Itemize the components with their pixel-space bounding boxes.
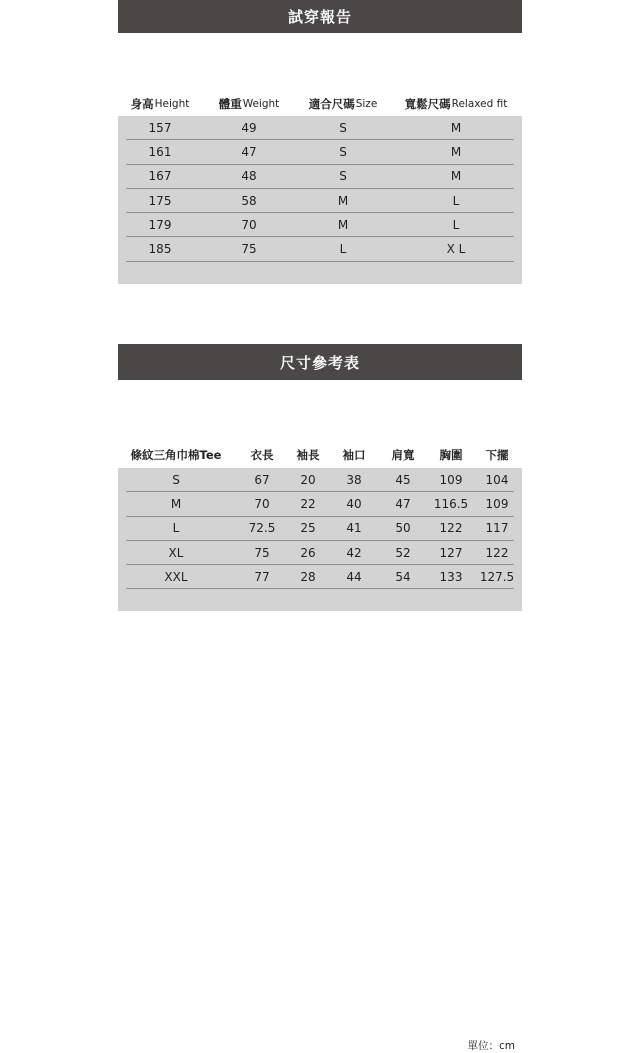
column-header-zh: 身高 — [130, 96, 154, 111]
table-cell: XL — [168, 545, 184, 560]
table-row — [126, 541, 514, 565]
table-row — [126, 468, 514, 492]
table-row — [126, 116, 514, 140]
trial-report-column-header — [293, 91, 393, 116]
table-cell: 122 — [485, 545, 509, 560]
table-cell: 75 — [254, 545, 270, 560]
table-cell: S — [339, 144, 347, 159]
trial-report-table — [118, 91, 522, 284]
table-cell: S — [172, 472, 180, 487]
size-chart-column-header: 條紋三角巾棉Tee — [130, 448, 222, 462]
table-cell: 38 — [346, 472, 362, 487]
table-cell: 70 — [254, 496, 270, 511]
table-cell: M — [170, 496, 182, 511]
table-row — [126, 492, 514, 516]
table-cell: 47 — [395, 496, 411, 511]
table-cell: 179 — [148, 217, 172, 232]
table-cell: 109 — [485, 496, 509, 511]
table-cell: 117 — [485, 521, 509, 536]
trial-report-column-header — [204, 91, 294, 116]
table-cell: 42 — [346, 545, 362, 560]
table-cell: 49 — [241, 120, 257, 135]
size-chart-table — [118, 442, 522, 1052]
table-cell: S — [339, 120, 347, 135]
table-cell: 122 — [439, 521, 463, 536]
trial-report-column-header — [118, 91, 202, 116]
table-cell: 77 — [254, 569, 270, 584]
table-cell: M — [450, 120, 462, 135]
table-row — [126, 165, 514, 189]
size-chart-column-header: 胸圍 — [439, 448, 463, 462]
table-cell: 26 — [300, 545, 316, 560]
column-header-en: Weight — [242, 97, 280, 110]
table-cell: 157 — [148, 120, 172, 135]
table-cell: 70 — [241, 217, 257, 232]
table-cell: M — [450, 144, 462, 159]
table-cell: 104 — [485, 472, 509, 487]
column-header-en: Size — [355, 97, 378, 110]
table-cell: 58 — [241, 193, 257, 208]
table-cell: 28 — [300, 569, 316, 584]
table-cell: 40 — [346, 496, 362, 511]
table-cell: M — [450, 169, 462, 184]
table-cell: 22 — [300, 496, 316, 511]
column-header-zh: 適合尺碼 — [308, 96, 355, 111]
table-cell: L — [452, 193, 460, 208]
size-chart-column-header: 袖長 — [296, 448, 320, 462]
trial-report-title: 試穿報告 — [287, 8, 352, 26]
table-cell: 20 — [300, 472, 316, 487]
table-cell: L — [172, 521, 180, 536]
table-cell: 67 — [254, 472, 270, 487]
trial-report-header-row — [118, 91, 522, 116]
table-cell: L — [339, 242, 347, 257]
table-cell: S — [339, 169, 347, 184]
table-cell: 75 — [241, 242, 257, 257]
table-row — [126, 238, 514, 262]
column-header-zh: 體重 — [218, 96, 242, 111]
table-cell: 185 — [148, 242, 172, 257]
table-row — [126, 140, 514, 164]
table-cell: 175 — [148, 193, 172, 208]
size-chart-banner — [118, 344, 522, 380]
trial-report-banner — [118, 0, 522, 33]
size-chart-unit: 單位：cm — [467, 1040, 515, 1052]
table-cell: 54 — [395, 569, 411, 584]
table-cell: 127 — [439, 545, 463, 560]
table-row — [126, 517, 514, 541]
table-cell: 47 — [241, 144, 257, 159]
size-chart-column-header: 衣長 — [250, 448, 274, 462]
table-cell: X L — [446, 242, 466, 257]
table-cell: XXL — [164, 569, 188, 584]
column-header-zh: 寬鬆尺碼 — [404, 96, 451, 111]
table-cell: 50 — [395, 521, 411, 536]
table-cell: 25 — [300, 521, 316, 536]
table-cell: 45 — [395, 472, 411, 487]
size-chart-column-header: 肩寬 — [391, 448, 415, 462]
table-row — [126, 213, 514, 237]
table-cell: 109 — [439, 472, 463, 487]
table-cell: M — [337, 193, 349, 208]
table-cell: M — [337, 217, 349, 232]
column-header-en: Relaxed fit — [451, 97, 508, 110]
table-cell: 72.5 — [248, 521, 276, 536]
size-chart-header-row — [118, 442, 522, 468]
table-cell: 127.5 — [479, 569, 515, 584]
size-chart-column-header: 袖口 — [342, 448, 366, 462]
column-header-en: Height — [154, 97, 190, 110]
table-cell: 167 — [148, 169, 172, 184]
size-chart-column-header: 下擺 — [485, 448, 509, 462]
table-cell: 41 — [346, 521, 362, 536]
table-cell: 48 — [241, 169, 257, 184]
table-cell: 133 — [439, 569, 463, 584]
table-cell: 44 — [346, 569, 362, 584]
table-cell: 161 — [148, 144, 172, 159]
table-cell: 116.5 — [433, 496, 469, 511]
table-cell: L — [452, 217, 460, 232]
size-chart-title: 尺寸參考表 — [279, 353, 360, 372]
table-row — [126, 565, 514, 589]
table-cell: 52 — [395, 545, 411, 560]
trial-report-column-header — [394, 91, 518, 116]
table-row — [126, 189, 514, 213]
